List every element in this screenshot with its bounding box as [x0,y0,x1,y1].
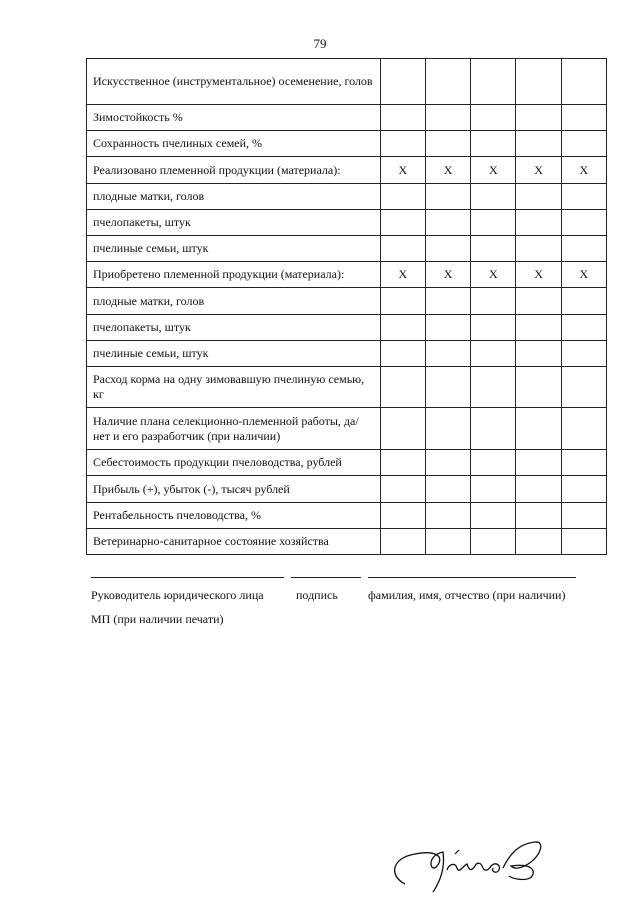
row-value-cell: Х [425,157,470,184]
table-row [87,210,607,236]
full-name-line [368,577,576,578]
table-row [87,262,607,288]
table-row [87,184,607,210]
row-value-cell: Х [561,262,606,288]
row-label: Искусственное (инструментальное) осеменение, голов [87,59,381,105]
stamp-note: МП (при наличии печати) [91,612,224,626]
row-value-cell [380,529,425,555]
row-label: Реализовано племенной продукции (материала): [87,157,381,184]
row-value-cell [561,503,606,529]
row-value-cell [380,288,425,315]
row-value-cell [471,408,516,450]
row-value-cell [561,450,606,476]
row-value-cell [425,59,470,105]
table-row [87,59,607,105]
row-label: Себестоимость продукции пчеловодства, рублей [87,450,381,476]
row-value-cell [561,105,606,131]
head-label: Руководитель юридического лица [91,588,264,602]
signature-label: подпись [296,588,338,602]
row-value-cell [516,288,561,315]
row-value-cell [380,131,425,157]
row-value-cell [561,59,606,105]
row-value-cell: Х [561,157,606,184]
row-value-cell [471,315,516,341]
row-label: Ветеринарно-санитарное состояние хозяйства [87,529,381,555]
row-value-cell [471,105,516,131]
table-row [87,408,607,450]
row-value-cell [471,341,516,367]
row-value-cell [425,450,470,476]
row-value-cell [516,105,561,131]
row-value-cell [425,131,470,157]
row-value-cell [380,503,425,529]
row-value-cell [425,288,470,315]
row-value-cell [516,59,561,105]
row-value-cell [425,408,470,450]
row-value-cell: Х [425,262,470,288]
row-value-cell [425,105,470,131]
row-value-cell [471,529,516,555]
row-value-cell [516,450,561,476]
row-value-cell [561,315,606,341]
row-value-cell [561,341,606,367]
signature-line [291,577,361,578]
row-label: Рентабельность пчеловодства, % [87,503,381,529]
row-value-cell: Х [516,157,561,184]
row-value-cell [471,367,516,408]
row-value-cell [425,367,470,408]
signature-lines [0,577,640,579]
table-row [87,131,607,157]
table-row [87,367,607,408]
row-value-cell [516,184,561,210]
row-label: пчелиные семьи, штук [87,236,381,262]
row-value-cell: Х [516,262,561,288]
row-label: Расход корма на одну зимовавшую пчелиную семью, кг [87,367,381,408]
row-value-cell [425,503,470,529]
row-value-cell [471,476,516,503]
table-row [87,450,607,476]
table-row [87,315,607,341]
row-label: Приобретено племенной продукции (материала): [87,262,381,288]
row-value-cell [516,341,561,367]
row-value-cell: Х [380,262,425,288]
row-value-cell [471,59,516,105]
row-value-cell [380,315,425,341]
row-value-cell [380,59,425,105]
row-value-cell [425,210,470,236]
row-label: Наличие плана селекционно-племенной работы, да/нет и его разработчик (при наличии) [87,408,381,450]
row-value-cell [380,105,425,131]
table-row [87,476,607,503]
row-value-cell [380,184,425,210]
row-value-cell [425,476,470,503]
report-table-body [87,59,607,555]
row-value-cell [380,476,425,503]
full-name-label: фамилия, имя, отчество (при наличии) [368,588,566,602]
row-value-cell [380,236,425,262]
row-label: пчелопакеты, штук [87,210,381,236]
row-value-cell [516,131,561,157]
table-row [87,105,607,131]
row-value-cell [425,341,470,367]
row-label: Прибыль (+), убыток (-), тысяч рублей [87,476,381,503]
row-value-cell [471,503,516,529]
row-value-cell [471,131,516,157]
row-label: плодные матки, голов [87,184,381,210]
row-label: пчелиные семьи, штук [87,341,381,367]
row-value-cell [471,210,516,236]
row-value-cell [561,236,606,262]
row-value-cell [561,476,606,503]
table-row [87,529,607,555]
row-value-cell [516,503,561,529]
row-value-cell [561,131,606,157]
row-label: плодные матки, голов [87,288,381,315]
table-row [87,236,607,262]
row-value-cell [471,184,516,210]
row-label: пчелопакеты, штук [87,315,381,341]
row-value-cell: Х [471,157,516,184]
row-value-cell [380,341,425,367]
row-value-cell [516,408,561,450]
row-value-cell [561,367,606,408]
row-value-cell [425,184,470,210]
table-row [87,157,607,184]
row-value-cell [561,288,606,315]
row-value-cell [561,184,606,210]
row-value-cell [380,450,425,476]
page-number: 79 [313,36,327,51]
row-value-cell [471,450,516,476]
row-value-cell [561,529,606,555]
report-table [86,58,607,555]
row-value-cell [561,210,606,236]
row-value-cell [425,315,470,341]
row-value-cell [516,367,561,408]
table-row [87,341,607,367]
row-value-cell [516,210,561,236]
row-value-cell: Х [471,262,516,288]
row-value-cell [471,288,516,315]
row-value-cell [380,367,425,408]
row-value-cell [425,236,470,262]
head-name-line [91,577,284,578]
handwritten-signature [385,836,555,896]
row-value-cell [380,408,425,450]
row-label: Сохранность пчелиных семей, % [87,131,381,157]
table-row [87,288,607,315]
table-row [87,503,607,529]
row-value-cell [516,315,561,341]
row-value-cell [516,529,561,555]
row-value-cell [516,236,561,262]
row-value-cell [425,529,470,555]
row-value-cell: Х [380,157,425,184]
row-value-cell [516,476,561,503]
row-value-cell [561,408,606,450]
row-label: Зимостойкость % [87,105,381,131]
row-value-cell [471,236,516,262]
row-value-cell [380,210,425,236]
